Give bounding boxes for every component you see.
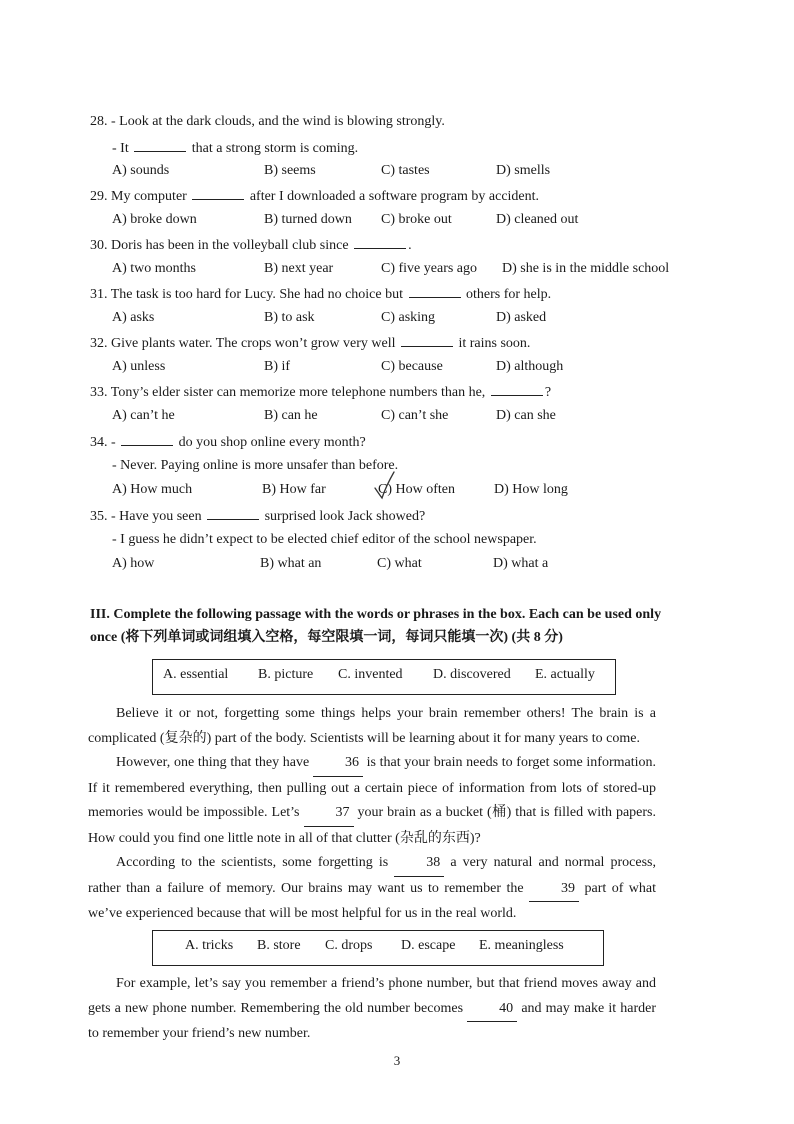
word-option: A. tricks — [185, 938, 234, 953]
section-3-title: III. Complete the following passage with the words or phrases in the box. Each can be used only once (将下列单词或词组填入空格，每空限填一词，每词只能填一次) (共 8 分) — [90, 607, 662, 645]
option-a: A) two months — [112, 261, 196, 276]
question-33: 33. Tony’s elder sister can memorize more telephone numbers than he, ? — [90, 385, 552, 400]
option-c: C) what — [377, 556, 422, 571]
passage-part-1 — [88, 702, 656, 927]
question-35-options — [112, 556, 672, 574]
option-b: B) can he — [264, 408, 318, 423]
question-number: 29. — [90, 189, 108, 204]
option-c: C) can’t she — [381, 408, 449, 423]
option-a: A) can’t he — [112, 408, 175, 423]
option-d: D) she is in the middle school — [502, 261, 670, 276]
paragraph-1: Believe it or not, forgetting some things helps your brain remember others! The brain is a complicated (复杂的) part of the body. Scientists will be learning about it for many years to come. — [88, 706, 656, 746]
question-35: 35. - Have you seen surprised look Jack showed? — [90, 509, 426, 524]
option-b: B) if — [264, 359, 291, 374]
paragraph-3: According to the scientists, some forgetting is 38 a very natural and normal process, rather than a failure of memory. Our brains may want us to remember the 39 part of what we’ve experienced because that will be most helpful for us in the real world. — [88, 851, 656, 927]
option-d: D) cleaned out — [496, 212, 579, 227]
question-30-options — [112, 261, 672, 279]
option-b: B) turned down — [264, 212, 352, 227]
option-c: C) asking — [381, 310, 436, 325]
question-31-options — [112, 310, 672, 328]
option-c: C) How often — [378, 482, 455, 497]
option-d: D) can she — [496, 408, 556, 423]
word-box-1 — [152, 659, 616, 695]
page-number: 3 — [393, 1053, 401, 1068]
word-option: B. picture — [258, 667, 314, 682]
word-option: E. actually — [535, 667, 595, 682]
answer-blank — [491, 383, 543, 396]
answer-blank — [207, 507, 259, 520]
passage-part-2 — [88, 972, 656, 1047]
question-number: 31. — [90, 287, 108, 302]
blank-39: 39 — [529, 877, 579, 903]
blank-38: 38 — [394, 851, 444, 877]
question-28 — [90, 114, 445, 130]
answer-blank — [409, 285, 461, 298]
option-a: A) how — [112, 556, 155, 571]
word-box-2 — [152, 930, 604, 966]
question-stem: - Look at the dark clouds, and the wind is blowing strongly. — [111, 114, 445, 129]
paragraph-4: For example, let’s say you remember a friend’s phone number, but that friend moves away and gets a new phone number. Remembering the old number becomes 40 and may make it harder to remember your friend’s new number. — [88, 976, 657, 1041]
option-c: C) tastes — [381, 163, 430, 178]
word-option: D. escape — [401, 938, 456, 953]
option-d: D) although — [496, 359, 564, 374]
question-28-followup: - It that a strong storm is coming. — [112, 141, 359, 156]
question-34-followup: - Never. Paying online is more unsafer than before. — [112, 458, 399, 473]
question-33-options — [112, 408, 672, 426]
question-35-followup: - I guess he didn’t expect to be elected chief editor of the school newspaper. — [112, 532, 537, 547]
answer-blank — [192, 187, 244, 200]
option-d: D) smells — [496, 163, 551, 178]
option-a: A) asks — [112, 310, 155, 325]
question-29-options — [112, 212, 672, 230]
question-number: 28. — [90, 114, 108, 129]
question-number: 35. — [90, 509, 108, 524]
question-31: 31. The task is too hard for Lucy. She had no choice but others for help. — [90, 287, 552, 302]
question-30: 30. Doris has been in the volleyball club since . — [90, 238, 412, 253]
option-c: C) broke out — [381, 212, 452, 227]
question-number: 34. — [90, 435, 108, 450]
option-b: B) How far — [262, 482, 326, 497]
option-b: B) next year — [264, 261, 334, 276]
option-b: B) to ask — [264, 310, 315, 325]
option-c: C) because — [381, 359, 443, 374]
question-number: 32. — [90, 336, 108, 351]
option-a: A) sounds — [112, 163, 170, 178]
word-option: C. invented — [338, 667, 403, 682]
answer-blank — [354, 236, 406, 249]
blank-40: 40 — [467, 997, 517, 1023]
word-option: A. essential — [163, 667, 229, 682]
question-28-options — [112, 163, 672, 181]
word-option: C. drops — [325, 938, 373, 953]
question-number: 30. — [90, 238, 108, 253]
option-d: D) asked — [496, 310, 547, 325]
answer-blank — [134, 139, 186, 152]
question-32: 32. Give plants water. The crops won’t grow very well it rains soon. — [90, 336, 531, 351]
paragraph-2: However, one thing that they have 36 is that your brain needs to forget some information. If it remembered everything, then pulling out a certain piece of information from lots of stored-up memories would be impossible. Let’s 37 your brain as a bucket (桶) that is filled with papers. How could you find one little note in all of that clutter (杂乱的东西)? — [88, 751, 656, 851]
answer-blank — [121, 433, 173, 446]
word-option: D. discovered — [433, 667, 511, 682]
option-a: A) How much — [112, 482, 193, 497]
blank-37: 37 — [304, 801, 354, 827]
question-29: 29. My computer after I downloaded a software program by accident. — [90, 189, 540, 204]
word-option: B. store — [257, 938, 301, 953]
option-c: C) five years ago — [381, 261, 478, 276]
question-number: 33. — [90, 385, 108, 400]
option-d: D) How long — [494, 482, 568, 497]
question-32-options — [112, 359, 672, 377]
question-34: 34. - do you shop online every month? — [90, 435, 366, 450]
blank-36: 36 — [313, 751, 363, 777]
word-option: E. meaningless — [479, 938, 564, 953]
option-b: B) what an — [260, 556, 322, 571]
option-b: B) seems — [264, 163, 316, 178]
option-a: A) broke down — [112, 212, 197, 227]
option-a: A) unless — [112, 359, 166, 374]
option-d: D) what a — [493, 556, 549, 571]
handwritten-check-mark-icon — [372, 470, 398, 500]
answer-blank — [401, 334, 453, 347]
